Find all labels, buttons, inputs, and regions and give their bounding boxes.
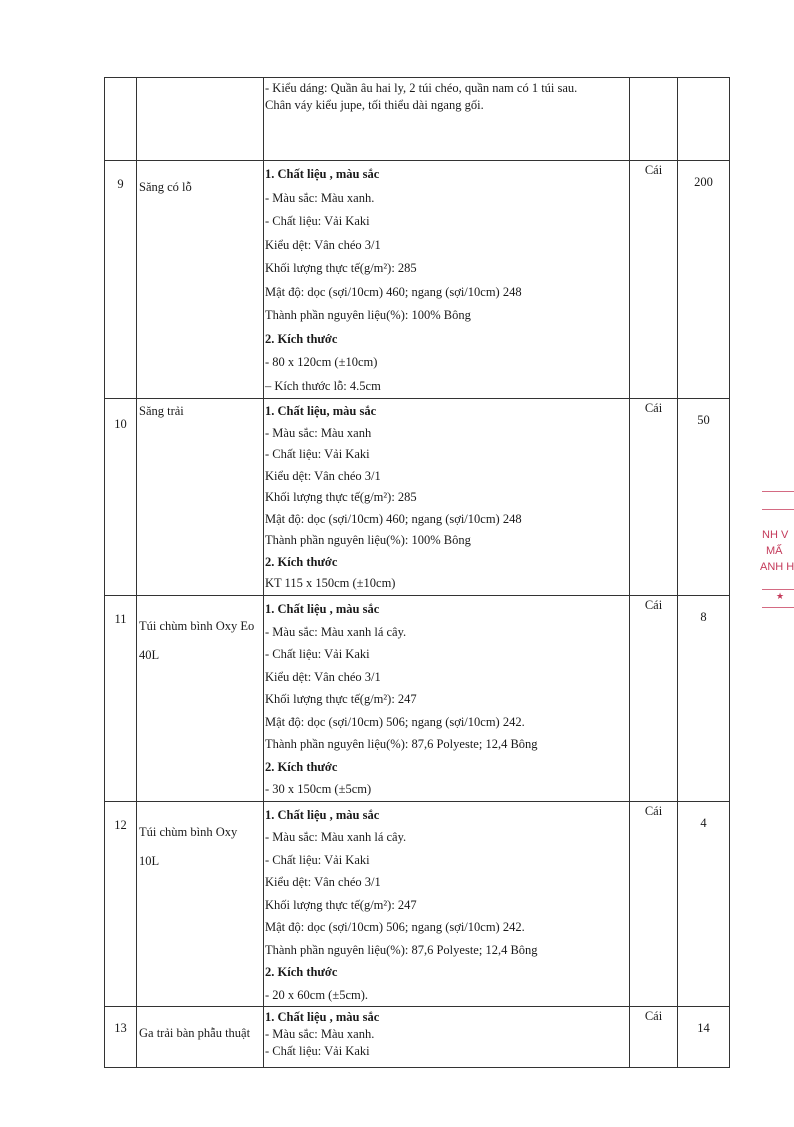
spec-line: Khối lượng thực tế(g/m²): 285 bbox=[265, 490, 417, 504]
spec-line: - Chất liệu: Vải Kaki bbox=[265, 447, 370, 461]
spec-desc-cell bbox=[264, 801, 630, 1007]
quantity-cell: 14 bbox=[678, 1007, 730, 1068]
spec-heading: 1. Chất liệu , màu sắc bbox=[265, 602, 380, 616]
stt-cell: 10 bbox=[105, 399, 137, 596]
stamp-text: MẤ bbox=[766, 545, 783, 557]
stamp-text: ANH H bbox=[760, 561, 794, 573]
unit-cell: Cái bbox=[630, 1007, 678, 1068]
stt-cell bbox=[105, 78, 137, 161]
spec-desc-cell bbox=[264, 161, 630, 399]
spec-line: - 30 x 150cm (±5cm) bbox=[265, 782, 372, 796]
table-row bbox=[105, 161, 730, 399]
quantity-cell: 8 bbox=[678, 596, 730, 802]
star-icon: ★ bbox=[776, 591, 785, 601]
item-name-line: 10L bbox=[139, 853, 160, 868]
spec-line: – Kích thước lỗ: 4.5cm bbox=[265, 378, 381, 393]
spec-line: Mật độ: dọc (sợi/10cm) 460; ngang (sợi/10cm) 248 bbox=[265, 284, 522, 299]
table-row bbox=[105, 1007, 730, 1068]
item-name-line: 40L bbox=[139, 648, 160, 662]
spec-desc-cell bbox=[264, 1007, 630, 1068]
spec-line: Khối lượng thực tế(g/m²): 247 bbox=[265, 692, 417, 706]
unit-cell bbox=[630, 78, 678, 161]
desc-line: - Kiểu dáng: Quần âu hai ly, 2 túi chéo, quần nam có 1 túi sau. bbox=[265, 81, 578, 95]
unit-cell: Cái bbox=[630, 161, 678, 399]
spec-line: - Màu sắc: Màu xanh. bbox=[265, 1027, 375, 1041]
quantity-cell: 4 bbox=[678, 801, 730, 1007]
spec-line: KT 115 x 150cm (±10cm) bbox=[265, 576, 396, 590]
item-name-cell bbox=[137, 596, 264, 802]
stt-cell: 12 bbox=[105, 801, 137, 1007]
item-name-cell bbox=[137, 161, 264, 399]
stt-cell: 9 bbox=[105, 161, 137, 399]
spec-heading: 1. Chất liệu , màu sắc bbox=[265, 807, 380, 822]
spec-heading: 2. Kích thước bbox=[265, 331, 338, 346]
stt-cell: 13 bbox=[105, 1007, 137, 1068]
spec-line: - Chất liệu: Vải Kaki bbox=[265, 214, 370, 228]
qty-cell bbox=[678, 78, 730, 161]
table-row bbox=[105, 596, 730, 802]
name-cell bbox=[137, 78, 264, 161]
spec-heading: 2. Kích thước bbox=[265, 965, 338, 979]
spec-line: - 20 x 60cm (±5cm). bbox=[265, 987, 369, 1002]
item-name-line: Săng có lỗ bbox=[139, 180, 192, 194]
item-name-line: Túi chùm bình Oxy bbox=[139, 824, 238, 839]
spec-heading: 2. Kích thước bbox=[265, 759, 338, 774]
item-name-line: Săng trải bbox=[139, 404, 184, 418]
table-row-continuation bbox=[105, 78, 730, 161]
spec-line: Kiểu dệt: Vân chéo 3/1 bbox=[265, 468, 381, 483]
table-row bbox=[105, 801, 730, 1007]
spec-line: Thành phần nguyên liệu(%): 100% Bông bbox=[265, 533, 471, 547]
spec-line: Thành phần nguyên liệu(%): 100% Bông bbox=[265, 308, 471, 322]
spec-desc-cell bbox=[264, 596, 630, 802]
item-name-line: Túi chùm bình Oxy Eo bbox=[139, 619, 255, 633]
spec-line: - Màu sắc: Màu xanh. bbox=[265, 190, 375, 205]
desc-line: Chân váy kiểu jupe, tối thiểu dài ngang gối. bbox=[265, 98, 484, 112]
quantity-cell: 50 bbox=[678, 399, 730, 596]
spec-line: - Màu sắc: Màu xanh bbox=[265, 425, 372, 440]
spec-line: Kiểu dệt: Vân chéo 3/1 bbox=[265, 669, 381, 684]
spec-heading: 2. Kích thước bbox=[265, 554, 338, 569]
spec-table bbox=[104, 77, 730, 1068]
stamp-text: NH V bbox=[762, 529, 789, 541]
spec-line: Thành phần nguyên liệu(%): 87,6 Polyeste; 12,4 Bông bbox=[265, 737, 538, 751]
item-name-cell bbox=[137, 399, 264, 596]
spec-line: - Chất liệu: Vải Kaki bbox=[265, 852, 370, 867]
table-row bbox=[105, 399, 730, 596]
spec-heading: 1. Chất liệu , màu sắc bbox=[265, 167, 380, 181]
item-name-line: Ga trải bàn phẫu thuật bbox=[139, 1026, 251, 1040]
spec-line: - Màu sắc: Màu xanh lá cây. bbox=[265, 624, 407, 639]
spec-line: - 80 x 120cm (±10cm) bbox=[265, 355, 378, 369]
spec-line: Khối lượng thực tế(g/m²): 247 bbox=[265, 897, 417, 912]
spec-line: Mật độ: dọc (sợi/10cm) 506; ngang (sợi/10cm) 242. bbox=[265, 920, 525, 934]
spec-line: - Chất liệu: Vải Kaki bbox=[265, 1044, 370, 1058]
item-name-cell bbox=[137, 801, 264, 1007]
spec-line: Kiểu dệt: Vân chéo 3/1 bbox=[265, 237, 381, 252]
spec-line: Mật độ: dọc (sợi/10cm) 506; ngang (sợi/10cm) 242. bbox=[265, 714, 525, 729]
desc-cell bbox=[264, 78, 630, 161]
spec-line: Thành phần nguyên liệu(%): 87,6 Polyeste; 12,4 Bông bbox=[265, 942, 538, 957]
unit-cell: Cái bbox=[630, 596, 678, 802]
spec-desc-cell bbox=[264, 399, 630, 596]
spec-heading: 1. Chất liệu , màu sắc bbox=[265, 1010, 380, 1024]
item-name-cell bbox=[137, 1007, 264, 1068]
spec-line: Khối lượng thực tế(g/m²): 285 bbox=[265, 261, 417, 275]
spec-heading: 1. Chất liệu, màu sắc bbox=[265, 404, 377, 418]
unit-cell: Cái bbox=[630, 801, 678, 1007]
spec-table-body bbox=[105, 78, 730, 1068]
spec-line: - Màu sắc: Màu xanh lá cây. bbox=[265, 830, 407, 844]
spec-line: - Chất liệu: Vải Kaki bbox=[265, 647, 370, 661]
red-stamp-fragment bbox=[752, 485, 794, 625]
stt-cell: 11 bbox=[105, 596, 137, 802]
spec-line: Mật độ: dọc (sợi/10cm) 460; ngang (sợi/10cm) 248 bbox=[265, 511, 522, 526]
unit-cell: Cái bbox=[630, 399, 678, 596]
quantity-cell: 200 bbox=[678, 161, 730, 399]
spec-line: Kiểu dệt: Vân chéo 3/1 bbox=[265, 875, 381, 889]
